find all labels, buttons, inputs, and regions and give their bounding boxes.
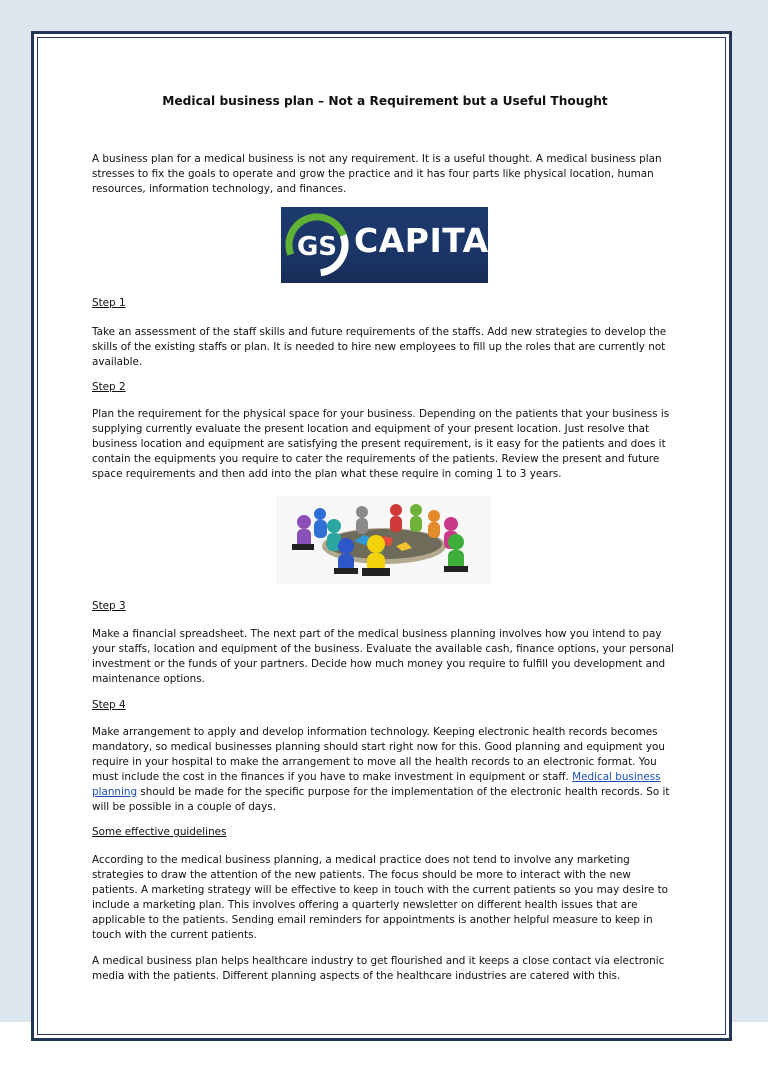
guidelines-line: applicable to the patients. Sending email reminders for appointments is another helpful measure to keep in — [92, 914, 653, 926]
guidelines-line: touch with the current patients. — [92, 929, 257, 941]
intro-line: resources, information technology, and finances. — [92, 183, 347, 195]
meeting-people-icon — [276, 496, 491, 584]
step1-heading: Step 1 — [92, 297, 126, 309]
step3-line: your staffs, location and equipment of the business. Evaluate the available cash, finance options, your personal — [92, 643, 675, 655]
meeting-table-illustration — [276, 496, 491, 584]
svg-text:GS: GS — [296, 232, 338, 262]
gs-logo-mark-icon — [284, 212, 350, 278]
logo-text: CAPITAL — [354, 221, 511, 260]
step4-line: Make arrangement to apply and develop information technology. Keeping electronic health records becomes — [92, 726, 658, 738]
step4-heading: Step 4 — [92, 699, 126, 711]
step1-line: Take an assessment of the staff skills and future requirements of the staffs. Add new strategies to develop the — [92, 326, 667, 338]
closing-line: media with the patients. Different planning aspects of the healthcare industries are catered with this. — [92, 970, 621, 982]
document-title: Medical business plan – Not a Requirement but a Useful Thought — [162, 94, 608, 108]
step3-line: maintenance options. — [92, 673, 205, 685]
medical-business-planning-link-cont[interactable]: planning — [92, 786, 138, 798]
step4-line: must include the cost in the finances if you have to make investment in equipment or staff. Medical business — [92, 771, 661, 783]
step2-line: supplying currently evaluate the present location and equipment of your present location. Just resolve that — [92, 423, 650, 435]
intro-line: stresses to fix the goals to operate and grow the practice and it has four parts like physical location, human — [92, 168, 654, 180]
step2-heading: Step 2 — [92, 381, 126, 393]
step1-line: available. — [92, 356, 143, 368]
step4-line: require in your hospital to make the arrangement to move all the health records to an electronic format. You — [92, 756, 657, 768]
intro-line: A business plan for a medical business is not any requirement. It is a useful thought. A medical business plan — [92, 153, 662, 165]
step4-line: mandatory, so medical businesses planning should start right now for this. Good planning and equipment you — [92, 741, 666, 753]
step2-line: business location and equipment are satisfying the present requirement, is it easy for the patients and does it — [92, 438, 666, 450]
figure-purple — [292, 515, 314, 550]
guidelines-line: include a marketing plan. This involves offering a quarterly newsletter on different health issues that are — [92, 899, 638, 911]
step3-line: investment or the funds of your partners. Decide how much money you require to fulfill you development and — [92, 658, 666, 670]
guidelines-heading: Some effective guidelines — [92, 826, 227, 838]
step2-line: space requirements and then add into the plan what these require in coming 1 to 3 years. — [92, 468, 562, 480]
guidelines-line: According to the medical business planning, a medical practice does not tend to involve any marketing — [92, 854, 630, 866]
step4-line: will be possible in a couple of days. — [92, 801, 277, 813]
guidelines-line: strategies to draw the attention of the new patients. The focus should be more to interact with the new — [92, 869, 631, 881]
step2-line: Plan the requirement for the physical space for your business. Depending on the patients that your business is — [92, 408, 670, 420]
step4-line: planning should be made for the specific purpose for the implementation of the electronic health records. So it — [92, 786, 670, 798]
step3-heading: Step 3 — [92, 600, 126, 612]
medical-business-planning-link[interactable]: Medical business — [572, 771, 661, 783]
step2-line: contain the equipments you require to cater the requirements of the patients. Review the present and future — [92, 453, 660, 465]
step3-line: Make a financial spreadsheet. The next part of the medical business planning involves how you intend to pay — [92, 628, 662, 640]
gs-capital-logo — [281, 207, 511, 283]
closing-line: A medical business plan helps healthcare industry to get flourished and it keeps a close contact via electronic — [92, 955, 665, 967]
step1-line: skills of the existing staffs or plan. It is needed to hire new employees to fill up the roles that are currently not — [92, 341, 666, 353]
guidelines-line: patients. A marketing strategy will be effective to keep in touch with the current patients so you may desire to — [92, 884, 669, 896]
